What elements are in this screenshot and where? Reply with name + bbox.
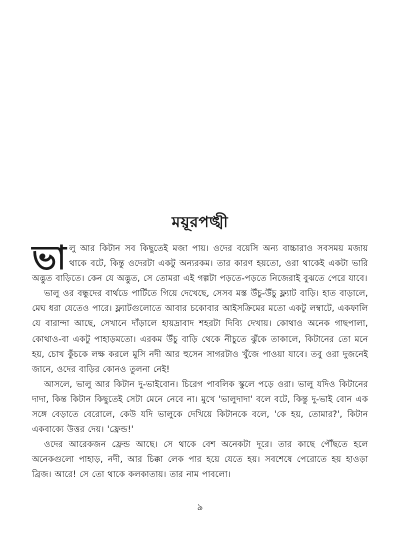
paragraph-2: ভালু ওর বন্ধুদের বার্থডে পার্টিতে গিয়ে দেখেছে, সেসব মস্ত উঁচু-উঁচু ফ্ল্যাট বাড়ি। হাত বাড়ালে, মেঘ ধরা যেতেও পারে। ফ্ল্যাটগুলোতে আবার চকোবার আইসক্রিমের মতো একটু লম্বাটে, একফালি যে বারান্দা আছে, সেখানে দাঁড়ালে হায়দ্রাবাদ শহরটা দিব্যি দেখায়। কোথাও অনেক গাছপালা, কোথাও-বা একটু পাহাড়মতো। এরকম উঁচু বাড়ি থেকে নীচুতে ঝুঁকে তাকালে, কিটানের তো মনে হয়, চোখ কুঁচকে লক্ষ করলে মুসি নদী আর হুসেন সাগরটাও খুঁজে পাওয়া যাবে। তবু ওরা দুজনেই জানে, ওদের বাড়ির কোনও তুলনা নেই! — [32, 289, 368, 375]
paragraph-1-text: লু আর কিটান সব কিছুতেই মজা পায়। ওদের বয়েসি অন্য বাচ্চারাও সবসময় মজায় থাকে বটে, কিন্তু ওদেরটা একটু অন্যরকম। তার কারণ হয়তো, ওরা থাকেই একটা ভারি অদ্ভুত বাড়িতে। কেন যে অদ্ভুত, সে তোমরা এই গল্পটা পড়তে-পড়তে নিজেরাই বুঝতে পেরে যাবে। — [32, 244, 368, 285]
paragraph-3: আসলে, ভালু আর কিটান দু-ভাইবোন। চিরেগ পাবলিক স্কুলে পড়ে ওরা। ভালু যদিও কিটানের দাদা, কিন্ত কিটান কিছুতেই সেটা মেনে নেবে না। মুখে 'ভালুদাদা' বলে বটে, কিন্তু দু-ভাই বোন এক সঙ্গে বেড়াতে বেরোলে, কেউ যদি ভালুকে দেখিয়ে কিটানকে বলে, 'কে হয়, তোমার?', কিটান একবাক্যে উত্তর দেয়। 'ফ্রেন্ড!' — [32, 379, 368, 436]
paragraph-4: ওদের আরেকজন ফ্রেন্ড আছে। সে থাকে বেশ অনেকটা দূরে। তার কাছে পৌঁছতে হলে অনেকগুলো পাহাড়, নদী, আর চিক্কা লেক পার হয়ে যেতে হয়। সবশেষে পেরোতে হয় হাওড়া ব্রিজ। আরে! সে তো থাকে কলকাতায়। তার নাম পাবলো। — [32, 440, 368, 481]
paragraph-1 — [32, 238, 368, 287]
drop-cap: ভা — [32, 238, 67, 277]
body-text — [32, 238, 368, 484]
chapter-title: ময়ূরপঙ্খী — [171, 213, 229, 231]
page-number: ৯ — [197, 503, 203, 513]
